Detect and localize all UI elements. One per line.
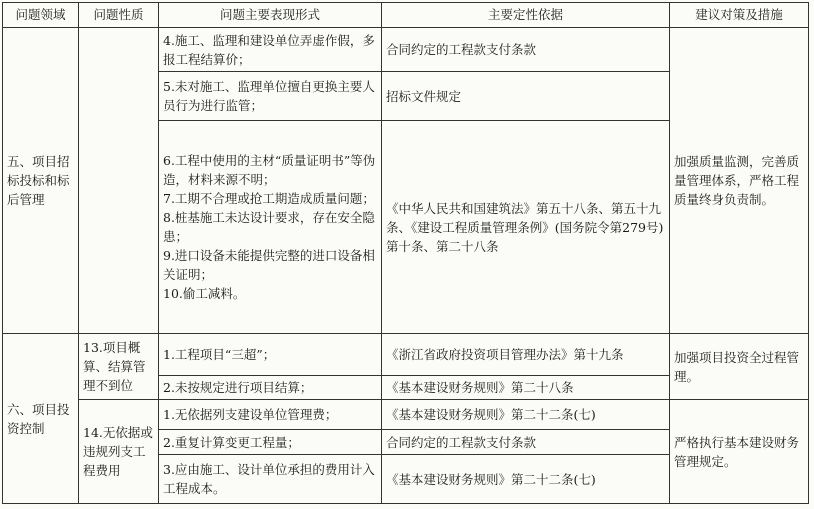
header-measure: 建议对策及措施 bbox=[670, 3, 809, 28]
domain-cell-six: 六、项目投资控制 bbox=[3, 334, 79, 504]
basis-cell: 《基本建设财务规则》第二十八条 bbox=[382, 375, 670, 400]
form-item: 8.桩基施工未达设计要求，存在安全隐患； bbox=[163, 210, 375, 245]
header-row bbox=[3, 3, 809, 28]
basis-cell: 《浙江省政府投资项目管理办法》第十九条 bbox=[382, 334, 670, 375]
basis-cell: 《基本建设财务规则》第二十二条(七) bbox=[382, 400, 670, 430]
form-cell: 3.应由施工、设计单位承担的费用计入工程成本。 bbox=[159, 455, 382, 504]
form-cell: 2.重复计算变更工程量； bbox=[159, 430, 382, 455]
form-item: 10.偷工减料。 bbox=[163, 286, 246, 302]
form-item: 9.进口设备未能提供完整的进口设备相关证明； bbox=[163, 248, 375, 283]
basis-cell: 《中华人民共和国建筑法》第五十八条、第五十九条、《建设工程质量管理条例》(国务院令第279号)第十条、第二十八条 bbox=[382, 120, 670, 333]
nature-cell-14: 14.无依据或违规列支工程费用 bbox=[79, 400, 159, 504]
form-cell: 1.无依据列支建设单位管理费； bbox=[159, 400, 382, 430]
form-cell-list bbox=[159, 120, 382, 333]
form-cell: 2.未按规定进行项目结算； bbox=[159, 375, 382, 400]
basis-cell: 《基本建设财务规则》第二十二条(七) bbox=[382, 455, 670, 504]
basis-cell: 合同约定的工程款支付条款 bbox=[382, 27, 670, 72]
measure-cell-14: 严格执行基本建设财务管理规定。 bbox=[670, 400, 809, 504]
nature-cell-13: 13.项目概算、结算管理不到位 bbox=[79, 334, 159, 400]
form-item: 6.工程中使用的主材“质量证明书”等伪造，材料来源不明； bbox=[163, 153, 376, 188]
basis-cell: 合同约定的工程款支付条款 bbox=[382, 430, 670, 455]
table-row bbox=[3, 27, 809, 72]
form-cell: 5.未对施工、监理单位擅自更换主要人员行为进行监管； bbox=[159, 72, 382, 121]
issues-table bbox=[2, 2, 809, 504]
measure-cell-13: 加强项目投资全过程管理。 bbox=[670, 334, 809, 400]
nature-cell-five bbox=[79, 27, 159, 333]
header-basis: 主要定性依据 bbox=[382, 3, 670, 28]
table-row bbox=[3, 400, 809, 430]
domain-cell-five: 五、项目招标投标和标后管理 bbox=[3, 27, 79, 333]
header-domain: 问题领域 bbox=[3, 3, 79, 28]
form-cell: 1.工程项目“三超”； bbox=[159, 334, 382, 375]
header-form: 问题主要表现形式 bbox=[159, 3, 382, 28]
form-item: 7.工期不合理或抢工期造成质量问题； bbox=[163, 191, 375, 207]
measure-cell-five: 加强质量监测，完善质量管理体系，严格工程质量终身负责制。 bbox=[670, 27, 809, 333]
basis-cell: 招标文件规定 bbox=[382, 72, 670, 121]
table-row bbox=[3, 334, 809, 375]
form-cell: 4.施工、监理和建设单位弄虚作假，多报工程结算价； bbox=[159, 27, 382, 72]
header-nature: 问题性质 bbox=[79, 3, 159, 28]
